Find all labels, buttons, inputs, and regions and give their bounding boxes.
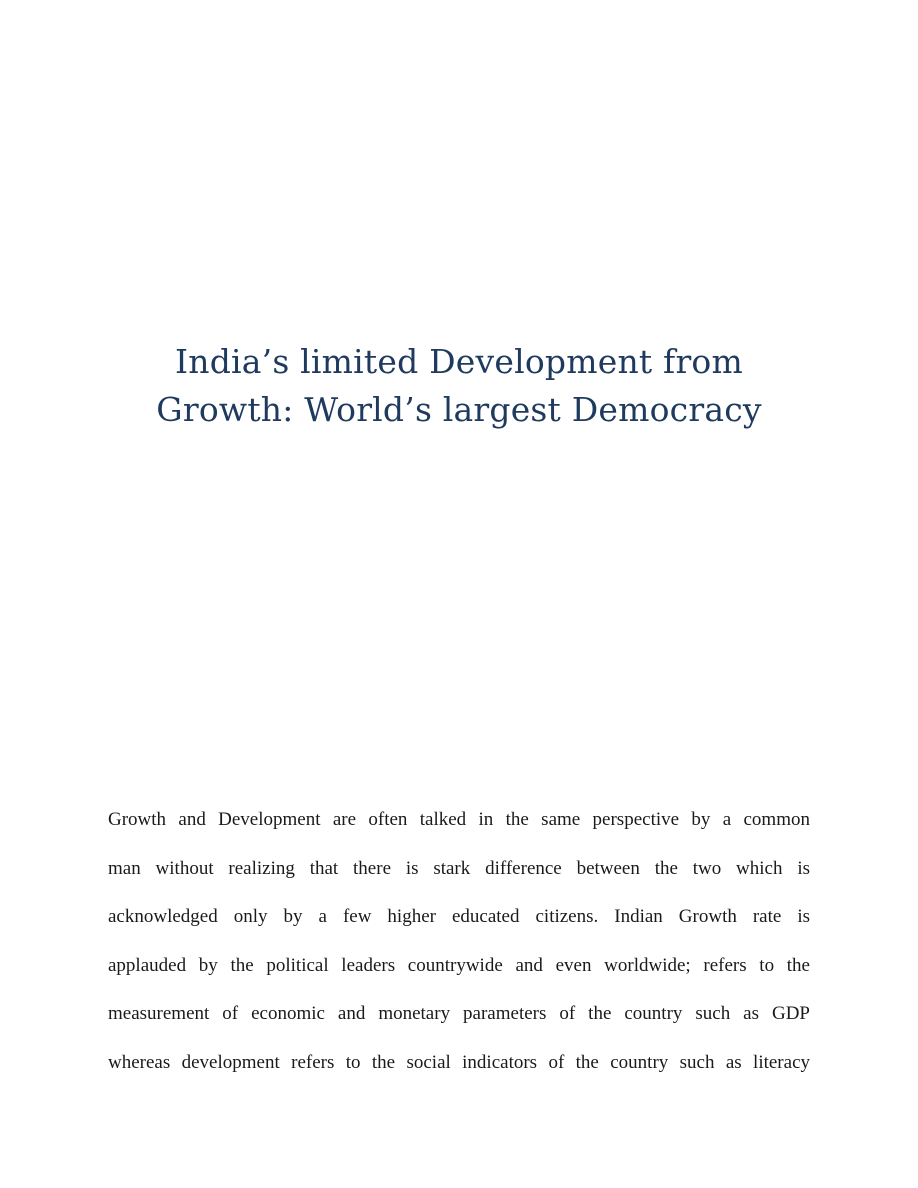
- body-line-4: applauded by the political leaders countrywide and even worldwide; refers to the: [108, 954, 810, 976]
- body-line-5: measurement of economic and monetary parameters of the country such as GDP: [108, 1003, 810, 1024]
- body-line-2: man without realizing that there is stark difference between the two which is: [108, 857, 810, 879]
- document-title: [100, 338, 818, 434]
- body-paragraph: [108, 796, 810, 1087]
- body-line-6: whereas development refers to the social indicators of the country such as literacy: [108, 1051, 810, 1073]
- title-line-2: Growth: World’s largest Democracy: [156, 390, 762, 429]
- title-line-1: India’s limited Development from: [175, 342, 743, 381]
- body-line-3: acknowledged only by a few higher educated citizens. Indian Growth rate is: [108, 906, 810, 927]
- body-line-1: Growth and Development are often talked in the same perspective by a common: [108, 809, 810, 830]
